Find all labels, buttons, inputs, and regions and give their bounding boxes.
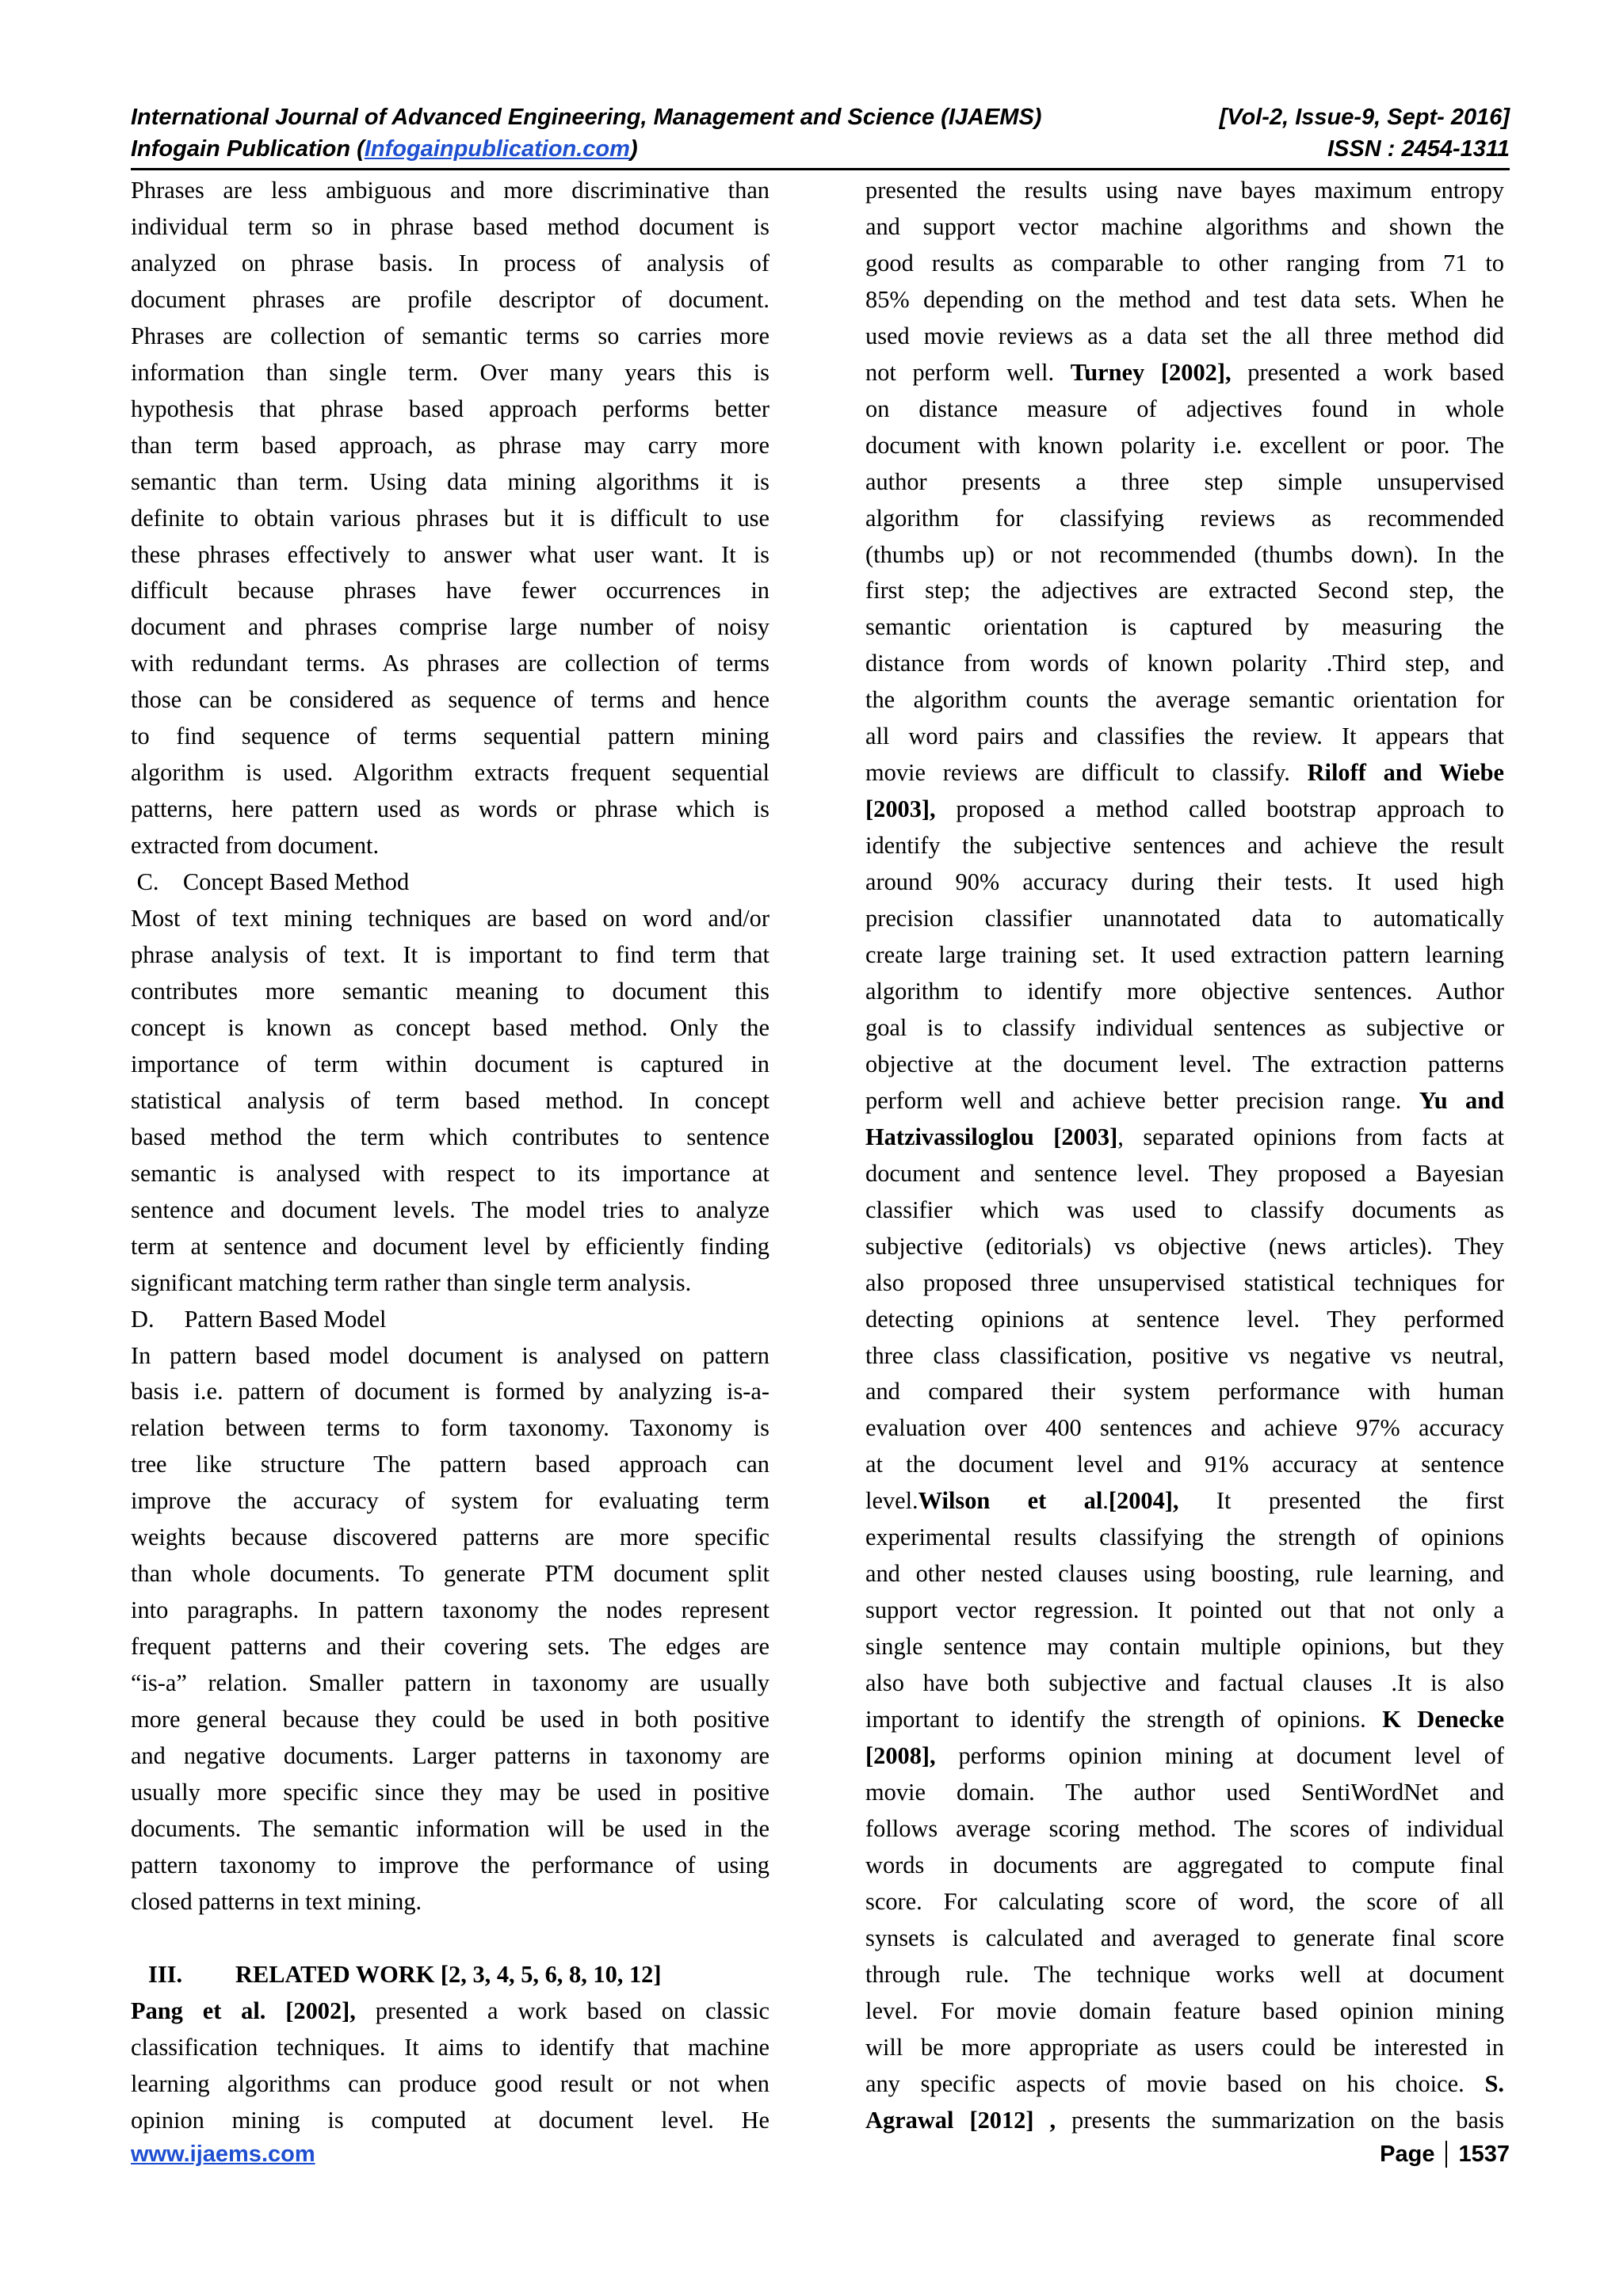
text-line: level. For movie domain feature based opinion mining (865, 1997, 1504, 2024)
text-line: identify the subjective sentences and achieve the result (865, 832, 1504, 860)
text-line: document phrases are profile descriptor of document. (131, 285, 769, 313)
text-line: score. For calculating score of word, the score of all (865, 1887, 1504, 1915)
text-line: perform well and achieve better precision range. Yu and (865, 1086, 1504, 1114)
text-line: difficult because phrases have fewer occurrences in (131, 577, 769, 605)
text-line: all word pairs and classifies the review. It appears that (865, 723, 1504, 750)
text-line: and negative documents. Larger patterns in taxonomy are (131, 1741, 769, 1769)
text-line: movie reviews are difficult to classify. Riloff and Wiebe (865, 759, 1504, 787)
text-line: semantic orientation is captured by measuring the (865, 613, 1504, 641)
text-line: and support vector machine algorithms and shown the (865, 212, 1504, 240)
text-line: documents. The semantic information will be used in the (131, 1814, 769, 1842)
text-line: tree like structure The pattern based approach can (131, 1451, 769, 1478)
text-line: objective at the document level. The extraction patterns (865, 1050, 1504, 1077)
text-line: any specific aspects of movie based on his choice. S. (865, 2069, 1504, 2097)
text-line: (thumbs up) or not recommended (thumbs down). In the (865, 540, 1504, 568)
text-line: semantic is analysed with respect to its importance at (131, 1159, 769, 1187)
header-row-2 (131, 133, 1510, 165)
text-line: [2003], proposed a method called bootstrap approach to (865, 795, 1504, 823)
header-rule (131, 168, 1510, 170)
publisher-link[interactable]: Infogainpublication.com (364, 136, 630, 162)
text-line: and other nested clauses using boosting, rule learning, and (865, 1560, 1504, 1588)
text-line: basis i.e. pattern of document is formed by analyzing is-a- (131, 1378, 769, 1405)
paragraph-phrase-based (131, 173, 769, 864)
text-line: hypothesis that phrase based approach performs better (131, 395, 769, 422)
text-line: term at sentence and document level by efficiently finding (131, 1232, 769, 1260)
text-line: words in documents are aggregated to compute final (865, 1851, 1504, 1878)
text-line: than term based approach, as phrase may carry more (131, 431, 769, 459)
text-line: author presents a three step simple unsupervised (865, 467, 1504, 495)
text-line: definite to obtain various phrases but it is difficult to use (131, 504, 769, 532)
page-separator (1445, 2141, 1447, 2168)
journal-title: International Journal of Advanced Engineering, Management and Science (IJAEMS) (131, 105, 1042, 130)
text-line: extracted from document. (131, 832, 380, 860)
text-line: more general because they could be used in both positive (131, 1706, 769, 1733)
page-header (131, 101, 1510, 165)
left-column (131, 173, 769, 2138)
text-line: document and sentence level. They proposed a Bayesian (865, 1159, 1504, 1187)
text-line: distance from words of known polarity .Third step, and (865, 650, 1504, 677)
text-line: algorithm to identify more objective sentences. Author (865, 977, 1504, 1005)
text-line: phrase analysis of text. It is important to find term that (131, 941, 769, 969)
text-line: good results as comparable to other ranging from 71 to (865, 249, 1504, 277)
publisher: Infogain Publication (Infogainpublication.com) (131, 136, 638, 162)
text-line: will be more appropriate as users could be interested in (865, 2033, 1504, 2061)
text-line: concept is known as concept based method. Only the (131, 1013, 769, 1041)
heading-pattern-based: D. Pattern Based Model (131, 1305, 387, 1333)
text-line: learning algorithms can produce good result or not when (131, 2069, 769, 2097)
text-line: algorithm for classifying reviews as recommended (865, 504, 1504, 532)
text-line: follows average scoring method. The scores of individual (865, 1814, 1504, 1842)
text-line: goal is to classify individual sentences as subjective or (865, 1013, 1504, 1041)
paragraph-pattern-based (131, 1338, 769, 1920)
text-line: than whole documents. To generate PTM document split (131, 1560, 769, 1588)
text-line: single sentence may contain multiple opinions, but they (865, 1633, 1504, 1661)
text-line: experimental results classifying the strength of opinions (865, 1524, 1504, 1551)
text-line: at the document level and 91% accuracy at sentence (865, 1451, 1504, 1478)
text-line: document with known polarity i.e. excellent or poor. The (865, 431, 1504, 459)
text-line: subjective (editorials) vs objective (news articles). They (865, 1232, 1504, 1260)
text-line: Agrawal [2012] , presents the summarization on the basis (865, 2106, 1504, 2134)
text-line: individual term so in phrase based method document is (131, 212, 769, 240)
text-line: used movie reviews as a data set the all three method did (865, 322, 1504, 349)
text-line: support vector regression. It pointed out that not only a (865, 1596, 1504, 1624)
text-line: the algorithm counts the average semantic orientation for (865, 686, 1504, 714)
text-line: contributes more semantic meaning to document this (131, 977, 769, 1005)
text-line: patterns, here pattern used as words or phrase which is (131, 795, 769, 823)
website-link[interactable]: www.ijaems.com (131, 2141, 315, 2167)
text-line: these phrases effectively to answer what user want. It is (131, 540, 769, 568)
volume-info: [Vol-2, Issue-9, Sept- 2016] (1219, 105, 1510, 130)
page-number: Page 1537 (1380, 2141, 1510, 2167)
text-line: those can be considered as sequence of terms and hence (131, 686, 769, 714)
text-line: Most of text mining techniques are based on word and/or (131, 905, 769, 933)
text-line: Pang et al. [2002], presented a work based on classic (131, 1997, 769, 2024)
text-line: classification techniques. It aims to identify that machine (131, 2033, 769, 2061)
text-line: In pattern based model document is analysed on pattern (131, 1341, 769, 1369)
text-line: synsets is calculated and averaged to generate final score (865, 1924, 1504, 1951)
text-line: “is-a” relation. Smaller pattern in taxonomy are usually (131, 1669, 769, 1697)
text-line: create large training set. It used extraction pattern learning (865, 941, 1504, 969)
text-line: document and phrases comprise large number of noisy (131, 613, 769, 641)
text-line: closed patterns in text mining. (131, 1887, 422, 1915)
issn: ISSN : 2454-1311 (1327, 136, 1510, 162)
text-line: pattern taxonomy to improve the performance of using (131, 1851, 769, 1878)
heading-concept-based: C. Concept Based Method (131, 868, 410, 896)
paragraph-related-work (131, 1993, 769, 2139)
text-line: into paragraphs. In pattern taxonomy the nodes represent (131, 1596, 769, 1624)
text-line: opinion mining is computed at document level. He (131, 2106, 769, 2134)
text-line: detecting opinions at sentence level. They performed (865, 1305, 1504, 1333)
text-line: level.Wilson et al.[2004], It presented the first (865, 1487, 1504, 1515)
text-line: and compared their system performance with human (865, 1378, 1504, 1405)
text-line: around 90% accuracy during their tests. It used high (865, 868, 1504, 896)
text-line: algorithm is used. Algorithm extracts frequent sequential (131, 759, 769, 787)
right-column (865, 173, 1504, 2138)
text-line: to find sequence of terms sequential pattern mining (131, 723, 769, 750)
text-line: also proposed three unsupervised statistical techniques for (865, 1268, 1504, 1296)
text-line: sentence and document levels. The model tries to analyze (131, 1196, 769, 1223)
text-line: also have both subjective and factual clauses .It is also (865, 1669, 1504, 1697)
header-row-1 (131, 101, 1510, 133)
text-line: Phrases are less ambiguous and more discriminative than (131, 177, 769, 204)
text-line: importance of term within document is captured in (131, 1050, 769, 1077)
text-line: relation between terms to form taxonomy. Taxonomy is (131, 1414, 769, 1442)
text-line: important to identify the strength of opinions. K Denecke (865, 1706, 1504, 1733)
text-line: statistical analysis of term based method. In concept (131, 1086, 769, 1114)
text-line: evaluation over 400 sentences and achieve 97% accuracy (865, 1414, 1504, 1442)
text-line: semantic than term. Using data mining algorithms it is (131, 467, 769, 495)
text-line: movie domain. The author used SentiWordNet and (865, 1778, 1504, 1806)
section-heading-related-work: III. RELATED WORK [2, 3, 4, 5, 6, 8, 10, 12] (148, 1960, 662, 1988)
blank-line (131, 1920, 769, 1957)
text-line: presented the results using nave bayes maximum entropy (865, 177, 1504, 204)
text-line: first step; the adjectives are extracted Second step, the (865, 577, 1504, 605)
text-line: with redundant terms. As phrases are collection of terms (131, 650, 769, 677)
text-line: precision classifier unannotated data to automatically (865, 905, 1504, 933)
page-footer (131, 2141, 1510, 2168)
text-line: Phrases are collection of semantic terms so carries more (131, 322, 769, 349)
text-line: based method the term which contributes to sentence (131, 1123, 769, 1150)
text-line: analyzed on phrase basis. In process of analysis of (131, 249, 769, 277)
text-line: 85% depending on the method and test data sets. When he (865, 285, 1504, 313)
text-line: weights because discovered patterns are more specific (131, 1524, 769, 1551)
text-line: improve the accuracy of system for evaluating term (131, 1487, 769, 1515)
text-line: usually more specific since they may be used in positive (131, 1778, 769, 1806)
text-line: on distance measure of adjectives found in whole (865, 395, 1504, 422)
text-line: [2008], performs opinion mining at document level of (865, 1741, 1504, 1769)
text-line: information than single term. Over many years this is (131, 358, 769, 386)
text-line: three class classification, positive vs negative vs neutral, (865, 1341, 1504, 1369)
text-line: classifier which was used to classify documents as (865, 1196, 1504, 1223)
text-line: not perform well. Turney [2002], presented a work based (865, 358, 1504, 386)
text-line: through rule. The technique works well at document (865, 1960, 1504, 1988)
paragraph-concept-based (131, 901, 769, 1301)
text-line: Hatzivassiloglou [2003], separated opinions from facts at (865, 1123, 1505, 1150)
text-line: significant matching term rather than single term analysis. (131, 1268, 692, 1296)
text-line: frequent patterns and their covering sets. The edges are (131, 1633, 769, 1661)
